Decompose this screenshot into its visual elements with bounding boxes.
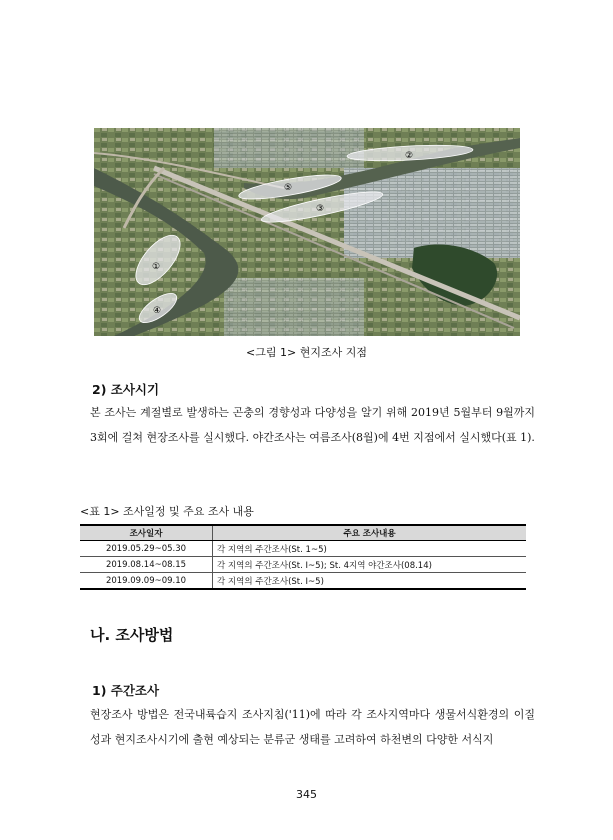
cell-content: 각 지역의 주간조사(St. I~5) [213,573,527,590]
cell-date: 2019.09.09~09.10 [80,573,213,590]
table-row [80,573,526,590]
section-2-heading: 2) 조사시기 [92,382,160,397]
cell-content: 각 지역의 주간조사(St. I~5); St. 4지역 야간조사(08.14) [213,557,527,573]
marker-4: ④ [153,306,162,316]
section-na-heading: 나. 조사방법 [90,626,174,644]
header-date: 조사일자 [80,525,213,541]
table-caption: <표 1> 조사일정 및 주요 조사 내용 [80,505,254,518]
cell-date: 2019.08.14~08.15 [80,557,213,573]
cell-date: 2019.05.29~05.30 [80,541,213,557]
aerial-map-figure [94,128,520,336]
marker-5: ⑤ [284,183,293,193]
aerial-photo [94,128,520,336]
table-row [80,557,526,573]
section-2-paragraph: 본 조사는 계절별로 발생하는 곤충의 경향성과 다양성을 알기 위해 2019년 5월부터 9월까지 3회에 걸쳐 현장조사를 실시했다. 야간조사는 여름조사(8월)에 4번 지점에서 실시했다(표 1). [90,406,535,444]
section-1-paragraph: 현장조사 방법은 전국내륙습지 조사지침('11)에 따라 각 조사지역마다 생물서식환경의 이질성과 현지조사시기에 출현 예상되는 분류군 생태를 고려하여 하천변의 다양한 서식지 [90,708,535,746]
marker-1: ① [152,262,161,272]
marker-2: ② [405,151,414,161]
figure-caption: <그림 1> 현지조사 지점 [246,346,367,359]
table-row [80,541,526,557]
page-number: 345 [296,788,317,801]
table-header-row [80,525,526,541]
marker-3: ③ [316,204,325,214]
header-content: 주요 조사내용 [213,525,527,541]
cell-content: 각 지역의 주간조사(St. 1~5) [213,541,527,557]
section-1-heading: 1) 주간조사 [92,683,160,698]
survey-schedule-table [80,524,526,590]
